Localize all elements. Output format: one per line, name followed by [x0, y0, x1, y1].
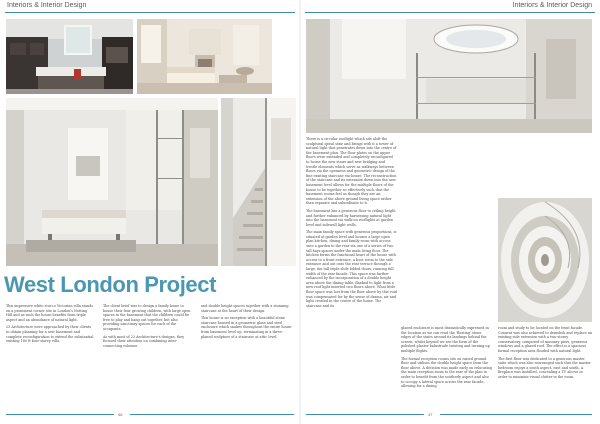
col2-para-2: As with most of 23 Architecture's designs, they focused their attention on combining inter-connecting volumes — [103, 334, 185, 348]
footer-rule-left-a — [6, 414, 114, 415]
col1-para-1: This impressive white stucco Victorian villa stands on a prominent corner site in London's Notting Hill and as such the house benefits from triple aspect and an abundance of natural light. — [6, 304, 94, 322]
page-number-right: 47 — [428, 412, 433, 417]
col6-para-1: room and study to be located on the front facade. Consent was also achieved to demolish and replace an existing side extension with a two-storey conservatory, composed of masonry piers, generous windows and a glazed roof. The effect is a spacious formal reception area flooded with natural light. — [498, 326, 592, 353]
header-rule-right — [305, 12, 595, 13]
running-header-right: Interiors & Interior Design — [512, 2, 592, 9]
col4-para-1: There is a circular rooflight which sits aloft the sculptural spiral stair and brings with it a tower of natural light that penetrates down into the centre of the basement plan. The floor plates on the upper floors were extended and completely reconfigured to house the new stairs and new bridging and trestle elements which serve as walkways between floors via the openness and geometric design of the fine existing staircase enclosure. The reconstruction of the staircase and its extension down into the new basement level allows for the multiple floors of the house to be together so effectively such that the basement rooms feel as though they are an extension of the above ground living space rather than separate and subordinate to it. — [306, 137, 397, 206]
footer-rule-left-b — [130, 414, 294, 415]
col4-para-3: The main family space with generous proportions, is situated at garden level and houses a large open plan kitchen, dining and family room with access onto a garden to the rear via one of a series of two tall bays spaces under the main living floor. The kitchen forms the functional heart of the house with access to a front entrance, a boot room to the side entrance and out onto the rear terrace through a large, 6m tall triple slide folded doors, running full width of the rear facade. This space was further enhanced by the incorporation of a double height area above the dining table, flanked to light from a new roof light inserted two floors above. What little floor space was lost from the floor above by this void was compensated for by the sense of drama, air and light created in the centre of the home. The staircase and its — [306, 230, 397, 308]
body-column-2 — [103, 304, 191, 408]
page-gutter — [299, 0, 301, 424]
running-header-left: Interiors & Interior Design — [7, 2, 87, 9]
col5-para-2: The formal reception rooms sits on raised ground floor and utilises the double height space from the floor above. A decision was made early on relocating the main reception room to the rear of the plan in order to benefit from the southerly aspect and also to occupy a lateral space across the rear facade, allowing for a dining — [401, 356, 492, 389]
footer-rule-right-a — [306, 414, 424, 415]
footer-rule-right-b — [440, 414, 592, 415]
col6-para-2: The first floor was dedicated to a generous master suite which was also rearranged such that the master bedroom enjoys a south aspect, east and south. A fireplace was installed, concealing a TV alcove in order to minimise visual clutter in the room. — [498, 356, 591, 379]
col1-para-2: 23 Architecture were approached by their clients to obtain planning for a new basement and complete reconfiguration to extend the substantial existing 180 ft four-storey villa. — [6, 325, 94, 344]
col2-para-1: The client brief was to design a family home to house their four growing children, with large open spaces in the basement that the children could be free to play and hang out together, but also providing sanctuary spaces for each of the occupants. — [103, 304, 191, 331]
photo-kitchen — [6, 19, 133, 94]
page-number-left: 46 — [118, 412, 123, 417]
article-title: West London Project — [4, 272, 217, 297]
header-rule-left — [5, 12, 295, 13]
photo-living-room — [137, 19, 272, 94]
col3-para-2: This house is no exception with a beautiful stone staircase housed in a geometric glass and steel enclosure which snakes throughout the entire house from basement level up, terminating in a three-planed sculpture of a staircase at attic level. — [201, 316, 292, 339]
photo-stairwell — [221, 98, 296, 266]
body-column-4 — [306, 137, 397, 408]
body-column-6 — [498, 326, 592, 408]
col5-para-1: glazed enclosure is most dramatically expressed in the location as we can read the 'floating' stone edges of the stairs around its landings behind the screen, whilst beyond we see the form of the polished plaster balustrade twisting and turning up multiple flights. — [401, 326, 490, 353]
body-column-3 — [201, 304, 293, 408]
col3-para-1: and double height spaces together with a stunning staircase at the heart of their design. — [201, 304, 289, 313]
photo-spiral-staircase — [498, 198, 592, 322]
body-column-5 — [401, 326, 492, 408]
col4-para-2: The basement has a generous floor to ceiling height and further enhanced by harnessing natural light into the basement via walk-on rooflights at garden level and sidewall light wells. — [306, 208, 396, 227]
photo-skylight-atrium — [306, 19, 592, 133]
photo-entrance-hall — [6, 98, 218, 266]
body-column-1 — [6, 304, 94, 408]
